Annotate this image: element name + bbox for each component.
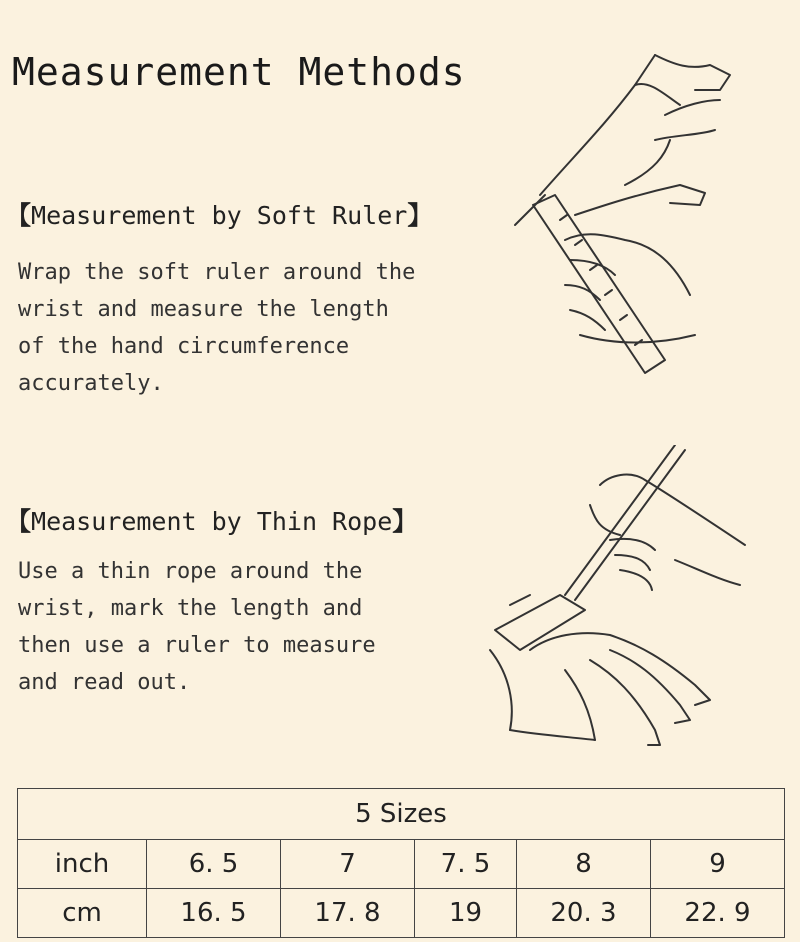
bracket-open: 【 (6, 201, 32, 230)
bracket-close: 】 (392, 507, 418, 536)
method-soft-ruler-heading (6, 196, 432, 232)
method-thin-rope-text: Use a thin rope around the wrist, mark the length and then use a ruler to measure and read out. (18, 559, 376, 695)
hand-with-soft-ruler-illustration (505, 45, 745, 375)
table-cell: 8 (516, 840, 650, 889)
table-cell: 7. 5 (415, 840, 517, 889)
table-row (18, 840, 785, 889)
method-thin-rope-title: Measurement by Thin Rope (31, 507, 393, 536)
table-cell: 19 (415, 889, 517, 938)
page-title: Measurement Methods (12, 50, 466, 94)
table-cell: 6. 5 (147, 840, 281, 889)
table-cell: 7 (281, 840, 415, 889)
method-soft-ruler-text: Wrap the soft ruler around the wrist and measure the length of the hand circumference accurately. (18, 260, 416, 396)
size-table-header: 5 Sizes (18, 789, 785, 840)
size-table (17, 788, 785, 938)
table-row (18, 889, 785, 938)
table-cell: 9 (650, 840, 784, 889)
table-cell: 22. 9 (650, 889, 784, 938)
method-soft-ruler-title: Measurement by Soft Ruler (31, 201, 408, 230)
bracket-close: 】 (407, 201, 433, 230)
table-cell: 17. 8 (281, 889, 415, 938)
method-thin-rope-heading (6, 502, 417, 538)
size-table-header-row (18, 789, 785, 840)
table-cell: 20. 3 (516, 889, 650, 938)
bracket-open: 【 (6, 507, 32, 536)
row-label-inch: inch (18, 840, 147, 889)
table-cell: 16. 5 (147, 889, 281, 938)
row-label-cm: cm (18, 889, 147, 938)
hand-with-thin-rope-illustration (470, 445, 760, 765)
